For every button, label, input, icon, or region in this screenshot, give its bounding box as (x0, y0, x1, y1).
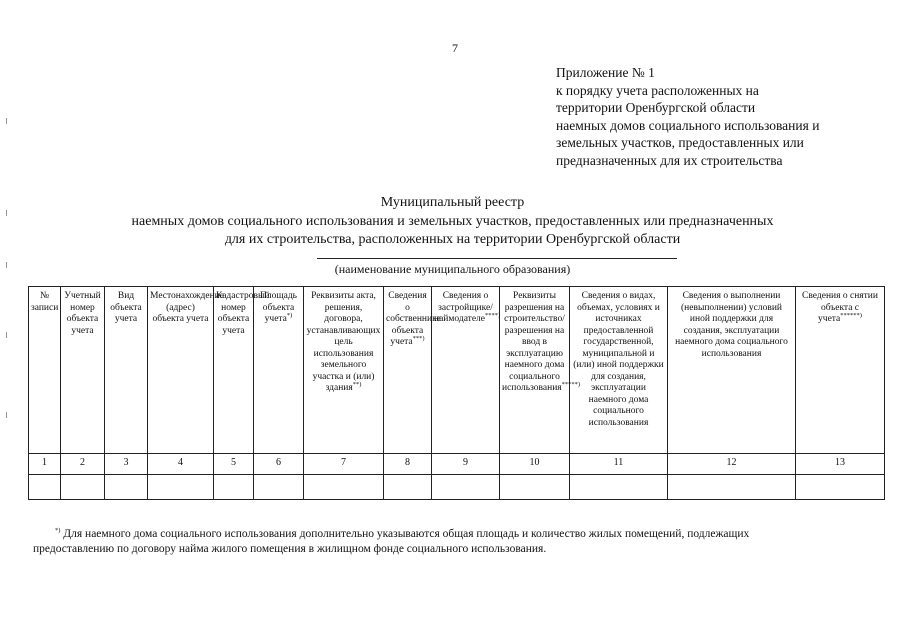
empty-cell (105, 475, 148, 500)
table-header-row (29, 287, 885, 454)
municipality-caption: (наименование муниципального образования) (334, 262, 571, 276)
column-header: № записи (29, 287, 61, 454)
column-number: 12 (668, 454, 796, 475)
appendix-line: Приложение № 1 (556, 65, 655, 80)
empty-cell (61, 475, 105, 500)
empty-cell (668, 475, 796, 500)
footnote-line-2: предоставлению по договору найма жилого помещения в жилищном фонде социального использования. (33, 543, 547, 555)
empty-cell (254, 475, 304, 500)
appendix-line: к порядку учета расположенных на (556, 82, 759, 98)
column-header: Реквизиты акта, решения, договора, устанавливающих цель использования земельного участка и (или) здания**) (304, 287, 384, 454)
column-header: Вид объекта учета (105, 287, 148, 454)
empty-cell (796, 475, 885, 500)
empty-cell (500, 475, 570, 500)
registry-table (28, 286, 885, 500)
column-header: Местонахождение (адрес) объекта учета (148, 287, 214, 454)
appendix-header (556, 64, 819, 169)
empty-cell (29, 475, 61, 500)
column-number: 5 (214, 454, 254, 475)
appendix-line: предназначенных для их строительства (556, 152, 783, 168)
column-header: Учетный номер объекта учета (61, 287, 105, 454)
empty-cell (304, 475, 384, 500)
column-header: Реквизиты разрешения на строительство/разрешения на ввод в эксплуатацию наемного дома социального использования*****) (500, 287, 570, 454)
column-number: 2 (61, 454, 105, 475)
title-line-1: Муниципальный реестр (380, 195, 525, 210)
column-number: 10 (500, 454, 570, 475)
scan-edge-mark (6, 412, 7, 418)
empty-cell (214, 475, 254, 500)
municipality-fill-line (317, 258, 677, 259)
empty-cell (432, 475, 500, 500)
footnote-marker: *) (55, 527, 61, 535)
column-header: Сведения о снятии объекта с учета******) (796, 287, 885, 454)
column-header: Площадь объекта учета*) (254, 287, 304, 454)
column-number-row (29, 454, 885, 475)
appendix-line: земельных участков, предоставленных или (556, 135, 804, 150)
scan-edge-mark (6, 210, 7, 216)
scan-edge-mark (6, 118, 7, 124)
column-number: 4 (148, 454, 214, 475)
column-header: Кадастровый номер объекта учета (214, 287, 254, 454)
column-number: 9 (432, 454, 500, 475)
page-number: 7 (452, 41, 458, 55)
footnote-line-1: *) Для наемного дома социального использования дополнительно указываются общая площадь и количество жилых помещений, подлежащих (55, 527, 750, 540)
column-header: Сведения о выполнении (невыполнении) условий иной поддержки для создания, эксплуатации наемного дома социального использования (668, 287, 796, 454)
empty-cell (384, 475, 432, 500)
column-number: 6 (254, 454, 304, 475)
empty-entry-row (29, 475, 885, 500)
column-header: Сведения о видах, объемах, условиях и источниках предоставленной государственной, муниципальной и (или) иной поддержки для создания, эксплуатации наемного дома социального использования (570, 287, 668, 454)
title-line-3: для их строительства, расположенных на территории Оренбургской области (224, 232, 681, 247)
column-header: Сведения о застройщике/наймодателе****) (432, 287, 500, 454)
scan-edge-mark (6, 262, 7, 268)
empty-cell (148, 475, 214, 500)
scan-edge-mark (6, 332, 7, 338)
column-number: 1 (29, 454, 61, 475)
column-number: 7 (304, 454, 384, 475)
appendix-line: наемных домов социального использования и (556, 117, 820, 133)
column-number: 13 (796, 454, 885, 475)
column-number: 3 (105, 454, 148, 475)
column-number: 11 (570, 454, 668, 475)
column-header: Сведения о собственнике объекта учета***) (384, 287, 432, 454)
empty-cell (570, 475, 668, 500)
appendix-line: территории Оренбургской области (556, 100, 756, 115)
column-number: 8 (384, 454, 432, 475)
footnote (33, 527, 895, 557)
title-line-2: наемных домов социального использования и земельных участков, предоставленных или предназначенных (131, 214, 774, 229)
